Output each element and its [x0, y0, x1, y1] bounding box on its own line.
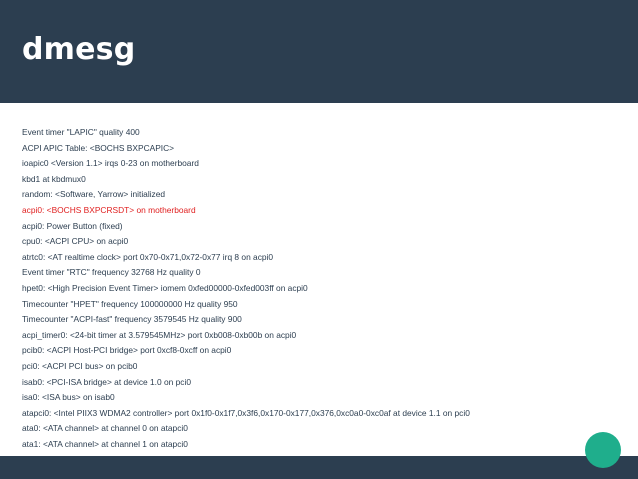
log-line: Event timer "LAPIC" quality 400 — [22, 127, 140, 137]
log-line: ioapic0 <Version 1.1> irqs 0-23 on motherboard — [22, 158, 199, 169]
log-line: cpu0: <ACPI CPU> on acpi0 — [22, 236, 129, 247]
slide-title: dmesg — [22, 32, 136, 67]
log-line: isab0: <PCI-ISA bridge> at device 1.0 on pci0 — [22, 376, 191, 387]
log-line: acpi_timer0: <24-bit timer at 3.579545MHz> port 0xb008-0xb00b on acpi0 — [22, 329, 297, 340]
log-line: acpi0: Power Button (fixed) — [22, 220, 123, 231]
log-line: hpet0: <High Precision Event Timer> iomem 0xfed00000-0xfed003ff on acpi0 — [22, 282, 308, 293]
log-line: ata0: <ATA channel> at channel 0 on atapci0 — [22, 423, 188, 434]
log-line: Timecounter "HPET" frequency 100000000 Hz quality 950 — [22, 298, 238, 309]
slide-footer-bar — [0, 456, 638, 479]
slide-badge-circle — [585, 432, 621, 468]
log-line: random: <Software, Yarrow> initialized — [22, 189, 166, 200]
log-line: kbd1 at kbdmux0 — [22, 173, 86, 184]
log-line: ata1: <ATA channel> at channel 1 on atapci0 — [22, 438, 188, 449]
slide-header — [0, 0, 638, 103]
log-line: atapci0: <Intel PIIX3 WDMA2 controller> port 0x1f0-0x1f7,0x3f6,0x170-0x177,0x376,0xc0a0-0xc0af at device 1.1 on pci0 — [22, 407, 470, 418]
log-line: isa0: <ISA bus> on isab0 — [22, 392, 115, 403]
log-line: Event timer "RTC" frequency 32768 Hz quality 0 — [22, 267, 201, 278]
log-line: acpi0: <BOCHS BXPCRSDT> on motherboard — [22, 204, 196, 215]
log-line: Timecounter "ACPI-fast" frequency 3579545 Hz quality 900 — [22, 314, 242, 325]
log-line: ACPI APIC Table: <BOCHS BXPCAPIC> — [22, 142, 175, 153]
log-line: atrtc0: <AT realtime clock> port 0x70-0x71,0x72-0x77 irq 8 on acpi0 — [22, 251, 274, 262]
dmesg-log — [22, 125, 622, 452]
log-line: pcib0: <ACPI Host-PCI bridge> port 0xcf8-0xcff on acpi0 — [22, 345, 232, 356]
log-line: pci0: <ACPI PCI bus> on pcib0 — [22, 360, 138, 371]
